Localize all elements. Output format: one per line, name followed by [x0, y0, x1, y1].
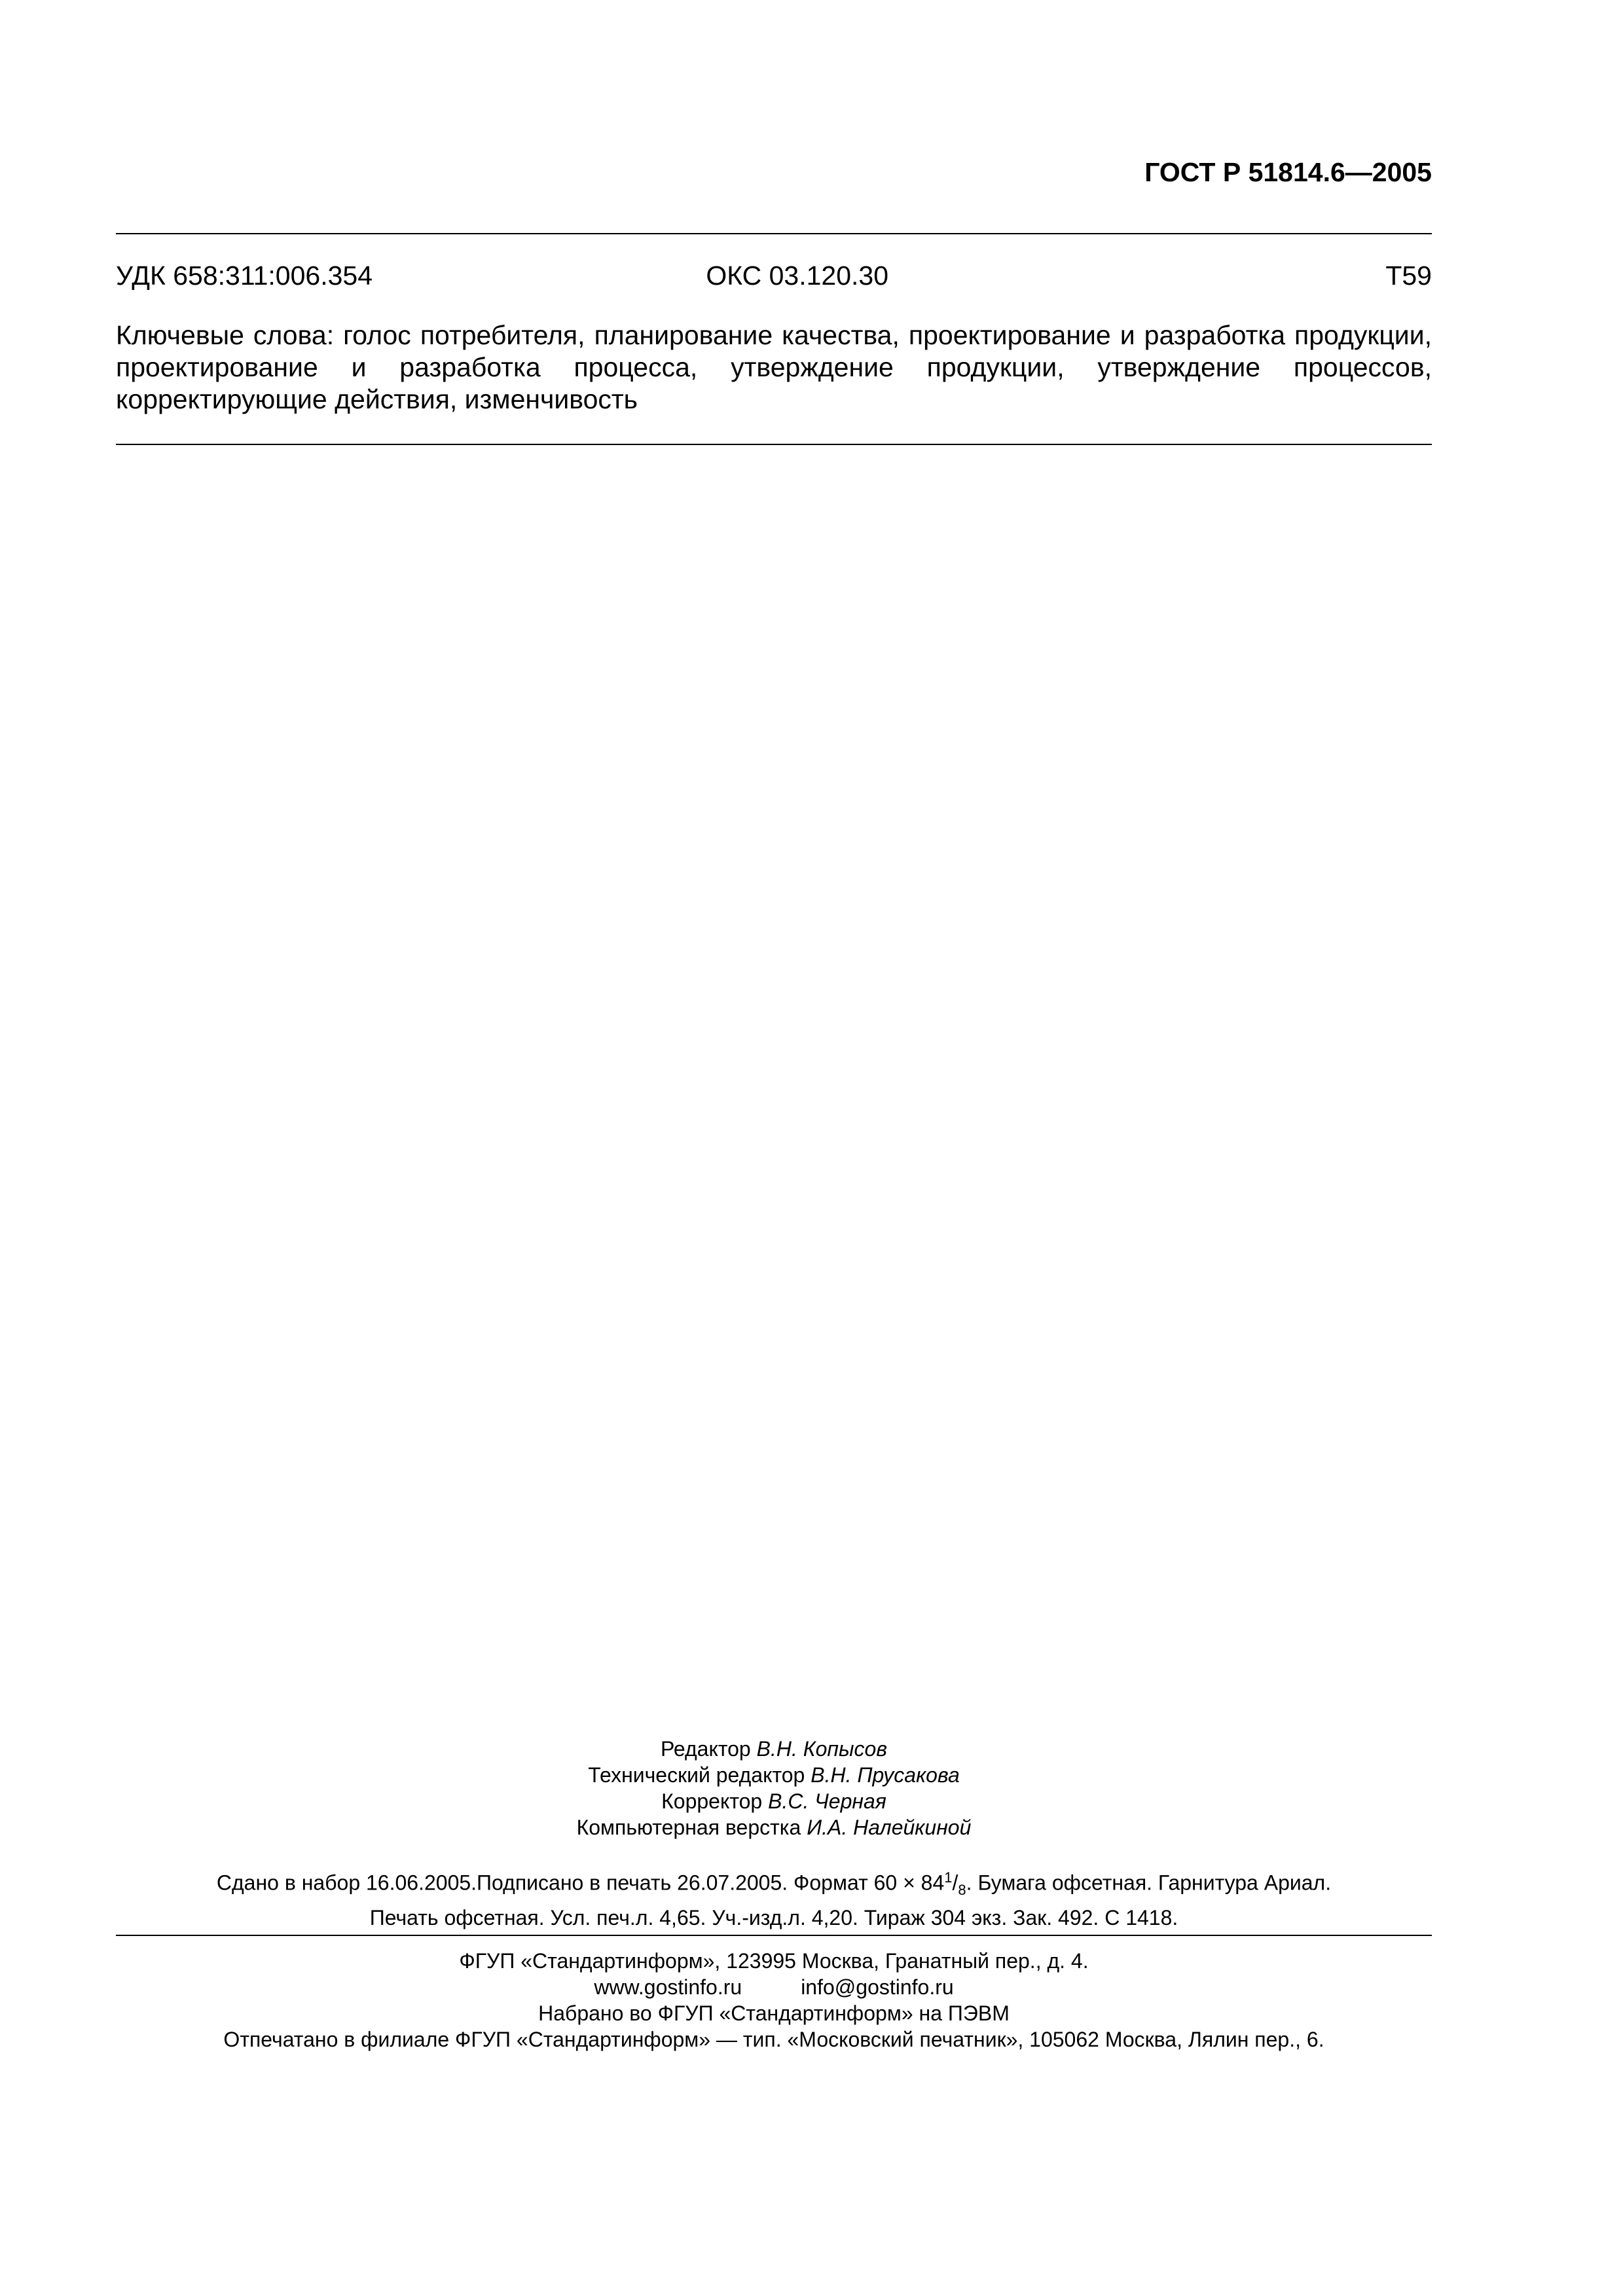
- udk-code: УДК 658:311:006.354: [116, 260, 373, 291]
- layout-line: Компьютерная верстка И.А. Налейкиной: [576, 1816, 972, 1839]
- layout-name: И.А. Налейкиной: [807, 1816, 972, 1839]
- corrector-name: В.С. Черная: [768, 1789, 886, 1813]
- keywords-divider: [116, 444, 1432, 445]
- corrector-line: Корректор В.С. Черная: [661, 1789, 886, 1813]
- group-code: Т59: [1385, 260, 1432, 291]
- standard-number: ГОСТ Р 51814.6—2005: [1144, 157, 1432, 187]
- top-divider: [116, 233, 1432, 234]
- publisher-contacts: [116, 1974, 1432, 2000]
- editor-name: В.Н. Копысов: [756, 1737, 888, 1761]
- printed-note: Отпечатано в филиале ФГУП «Стандартинформ» — тип. «Московский печатник», 105062 Москва, Лялин пер., 6.: [223, 2028, 1324, 2051]
- publisher-email: info@gostinfo.ru: [801, 1975, 954, 1999]
- tech-editor-name: В.Н. Прусакова: [811, 1763, 960, 1787]
- tech-editor-line: Технический редактор В.Н. Прусакова: [588, 1763, 960, 1787]
- editor-line: Редактор В.Н. Копысов: [660, 1737, 888, 1761]
- printing-line-1: Сдано в набор 16.06.2005.Подписано в печать 26.07.2005. Формат $60 \times 84^1/_8$. Бумага офсетная. Гарнитура Ариал.: [216, 1869, 1332, 1899]
- credits-block: [116, 1736, 1432, 1840]
- printing-info: [116, 1864, 1432, 1931]
- typeset-note: Набрано во ФГУП «Стандартинформ» на ПЭВМ: [538, 2001, 1010, 2025]
- publisher-block: [116, 1948, 1432, 2053]
- publisher-website: www.gostinfo.ru: [594, 1975, 742, 1999]
- publisher-address: ФГУП «Стандартинформ», 123995 Москва, Гранатный пер., д. 4.: [459, 1949, 1089, 1973]
- oks-code: ОКС 03.120.30: [706, 260, 889, 291]
- publisher-divider: [116, 1935, 1432, 1936]
- keywords-paragraph: Ключевые слова: голос потребителя, планирование качества, проектирование и разработка продукции, проектирование и разработка процесса, утверждение продукции, утверждение процессов, корректирующие действия, изменчивость: [116, 320, 1432, 414]
- classification-row: [116, 260, 1432, 291]
- printing-line-2: Печать офсетная. Усл. печ.л. 4,65. Уч.-изд.л. 4,20. Тираж 304 экз. Зак. 492. С 1418.: [369, 1906, 1178, 1930]
